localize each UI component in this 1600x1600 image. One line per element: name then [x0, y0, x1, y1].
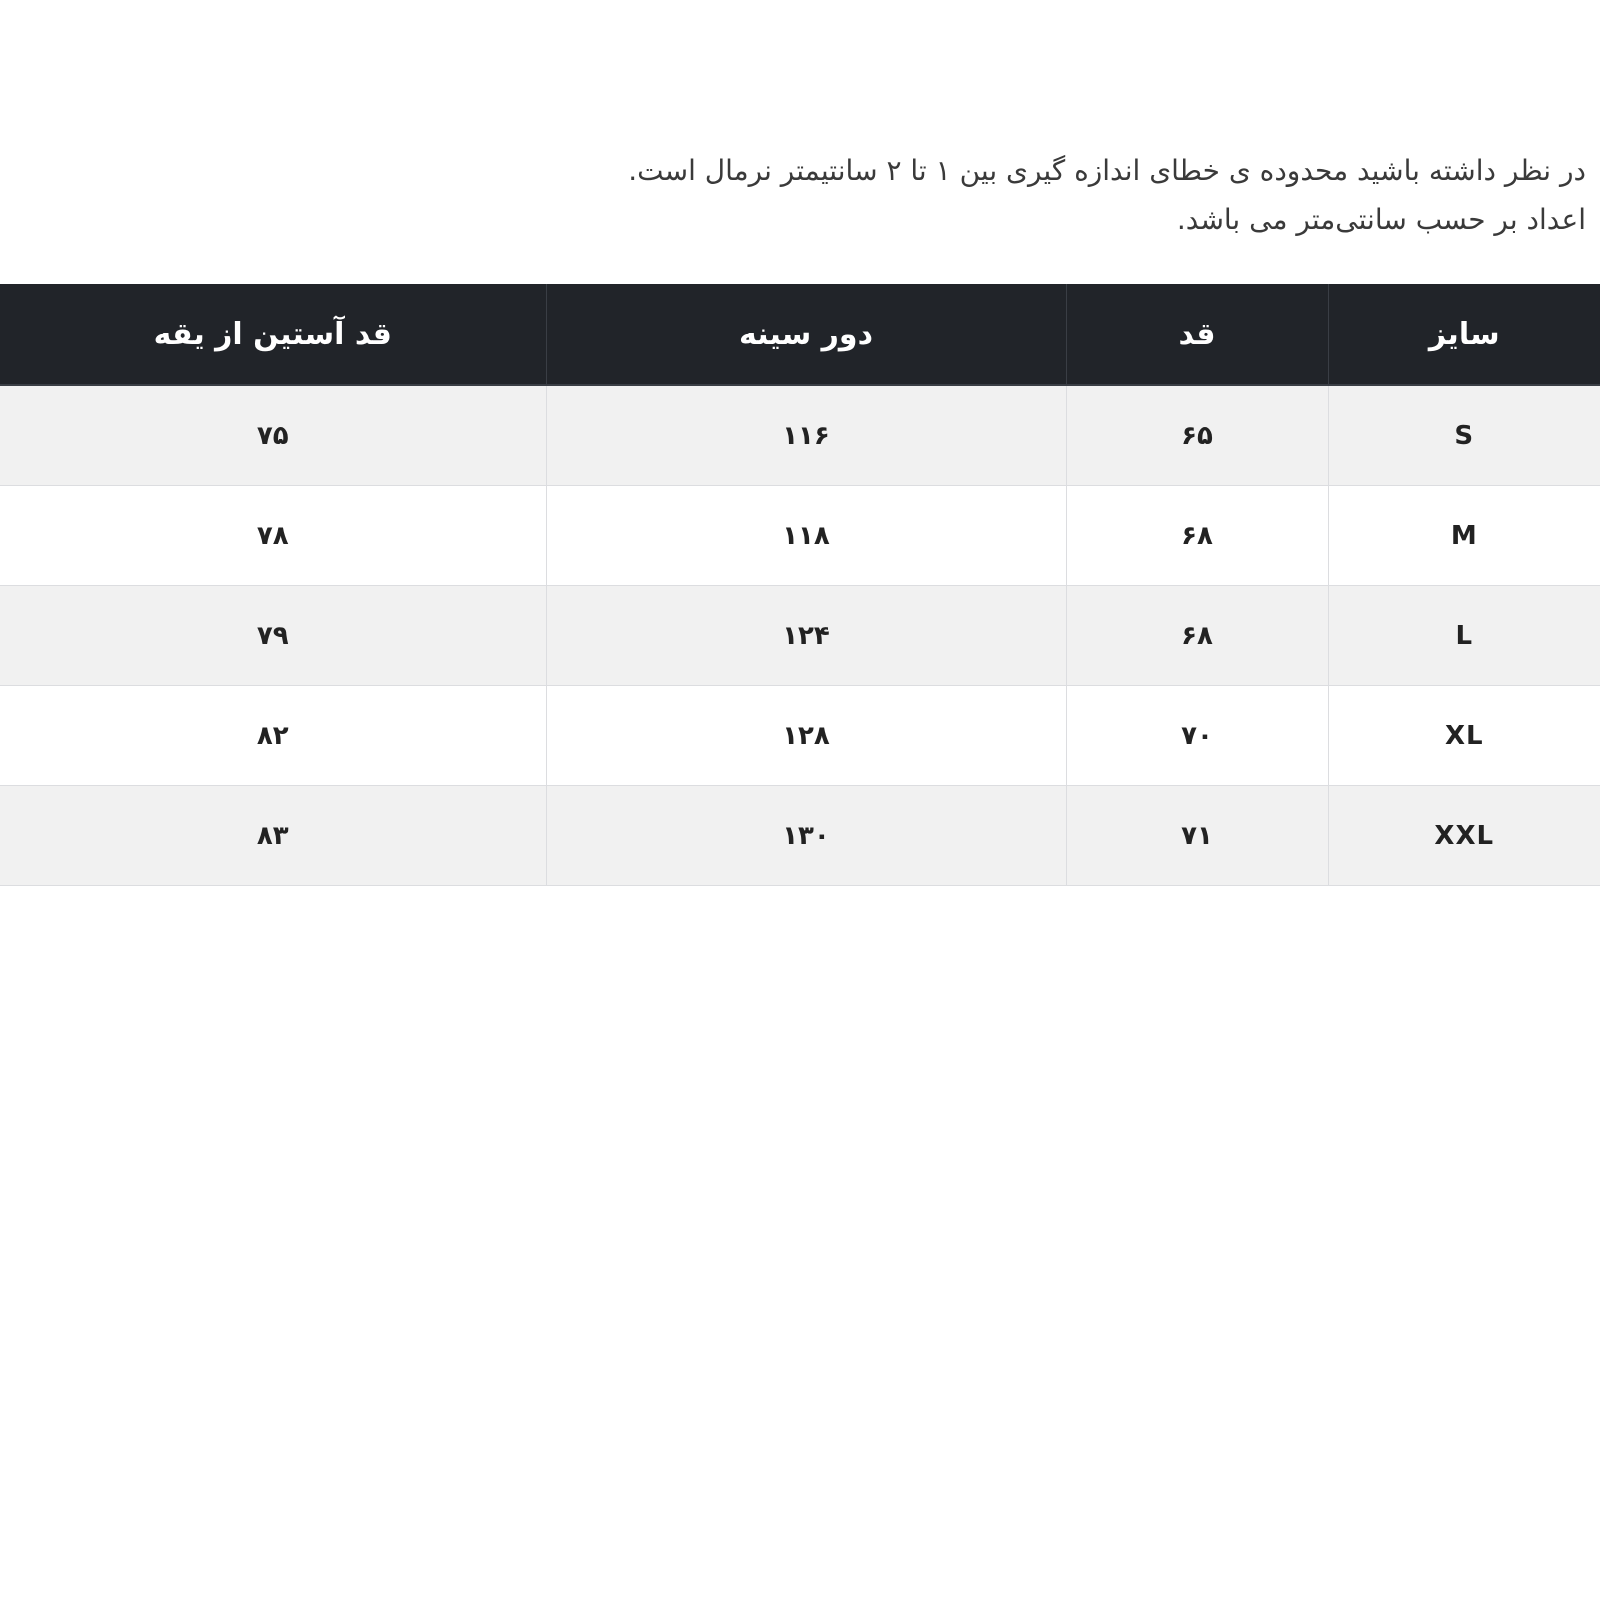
cell-size: M: [1328, 486, 1600, 586]
table-row: [0, 385, 1600, 486]
units-note: اعداد بر حسب سانتی‌متر می باشد.: [1176, 203, 1586, 236]
cell-chest: ۱۲۴: [546, 586, 1066, 686]
cell-chest: ۱۱۶: [546, 385, 1066, 486]
cell-size: XXL: [1328, 786, 1600, 886]
cell-height: ۷۰: [1066, 686, 1328, 786]
header-row: [0, 284, 1600, 385]
size-table: [0, 284, 1600, 886]
cell-height: ۷۱: [1066, 786, 1328, 886]
table-row: [0, 486, 1600, 586]
cell-sleeve: ۷۵: [0, 385, 546, 486]
table-row: [0, 586, 1600, 686]
table-row: [0, 786, 1600, 886]
cell-height: ۶۵: [1066, 385, 1328, 486]
cell-size: XL: [1328, 686, 1600, 786]
cell-sleeve: ۷۸: [0, 486, 546, 586]
cell-height: ۶۸: [1066, 486, 1328, 586]
size-notes: [26, 146, 1586, 244]
measurement-error-note: در نظر داشته باشید محدوده ی خطای اندازه گیری بین ۱ تا ۲ سانتیمتر نرمال است.: [628, 154, 1586, 187]
cell-chest: ۱۳۰: [546, 786, 1066, 886]
cell-height: ۶۸: [1066, 586, 1328, 686]
cell-chest: ۱۱۸: [546, 486, 1066, 586]
cell-size: S: [1328, 385, 1600, 486]
header-height: قد: [1066, 284, 1328, 385]
header-size: سایز: [1328, 284, 1600, 385]
table-row: [0, 686, 1600, 786]
cell-size: L: [1328, 586, 1600, 686]
cell-sleeve: ۷۹: [0, 586, 546, 686]
header-sleeve: قد آستین از یقه: [0, 284, 546, 385]
cell-chest: ۱۲۸: [546, 686, 1066, 786]
cell-sleeve: ۸۳: [0, 786, 546, 886]
cell-sleeve: ۸۲: [0, 686, 546, 786]
header-chest: دور سینه: [546, 284, 1066, 385]
table-body: [0, 385, 1600, 886]
table-header: [0, 284, 1600, 385]
